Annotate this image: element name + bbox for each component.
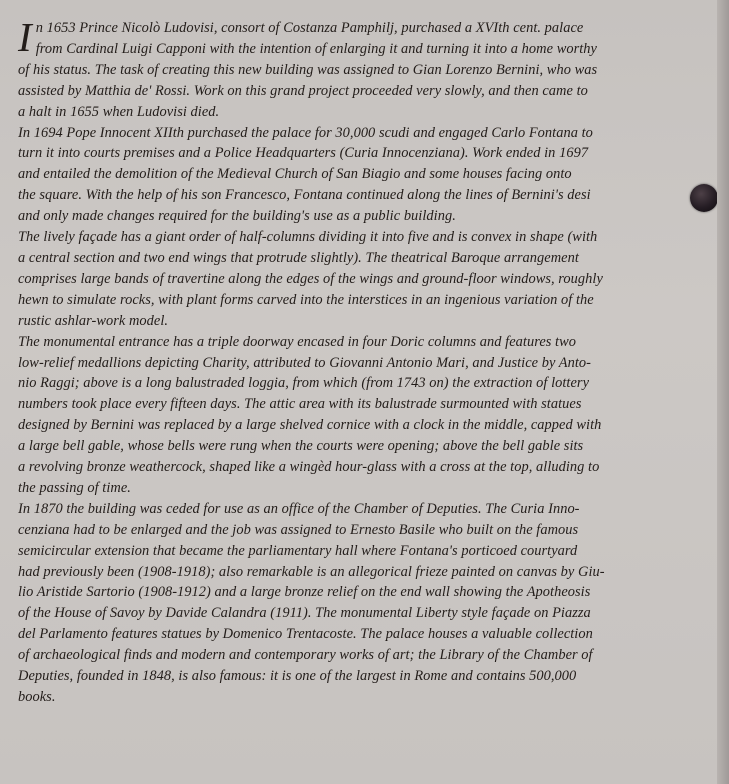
text-line: lio Aristide Sartorio (1908-1912) and a large bronze relief on the end wall showing the Apotheosis	[18, 584, 591, 601]
drop-cap: I	[18, 14, 32, 60]
text-line: a central section and two end wings that protrude slightly). The theatrical Baroque arrangement	[18, 249, 579, 266]
text-line: del Parlamento features statues by Domenico Trentacoste. The palace houses a valuable collection	[18, 626, 593, 643]
text-line: assisted by Matthia de' Rossi. Work on this grand project proceeded very slowly, and then came to	[18, 82, 588, 99]
text-line: the square. With the help of his son Francesco, Fontana continued along the lines of Bernini's desi	[18, 187, 591, 204]
text-line: from Cardinal Luigi Capponi with the intention of enlarging it and turning it into a home worthy	[35, 40, 597, 57]
plaque-text	[18, 14, 708, 708]
text-line: turn it into courts premises and a Police Headquarters (Curia Innocenziana). Work ended in 1697	[18, 145, 589, 162]
text-line: The lively façade has a giant order of half-columns dividing it into five and is convex in shape (with	[18, 229, 598, 246]
paragraph-3	[18, 227, 708, 332]
text-line: had previously been (1908-1918); also remarkable is an allegorical frieze painted on canvas by Giu-	[18, 563, 605, 580]
text-line: rustic ashlar-work model.	[18, 312, 169, 329]
text-line: and only made changes required for the building's use as a public building.	[18, 208, 456, 225]
text-line: of his status. The task of creating this new building was assigned to Gian Lorenzo Bernini, who was	[18, 61, 598, 78]
text-line: The monumental entrance has a triple doorway encased in four Doric columns and features two	[18, 333, 576, 350]
text-line: comprises large bands of travertine along the edges of the wings and ground-floor windows, roughly	[18, 270, 603, 287]
mounting-screw	[690, 184, 718, 212]
text-line: In 1870 the building was ceded for use as an office of the Chamber of Deputies. The Curia Inno-	[18, 500, 580, 517]
text-line: semicircular extension that became the parliamentary hall where Fontana's porticoed courtyard	[18, 542, 578, 559]
text-line: designed by Bernini was replaced by a large shelved cornice with a clock in the middle, capped with	[18, 417, 602, 434]
paragraph-4	[18, 332, 708, 499]
text-line: of archaeological finds and modern and contemporary works of art; the Library of the Chamber of	[18, 647, 593, 664]
text-line: cenziana had to be enlarged and the job was assigned to Ernesto Basile who built on the famous	[18, 521, 579, 538]
text-line: Deputies, founded in 1848, is also famous: it is one of the largest in Rome and contains 500,000	[18, 668, 577, 685]
text-line: of the House of Savoy by Davide Calandra (1911). The monumental Liberty style façade on Piazza	[18, 605, 591, 622]
paragraph-1	[18, 14, 708, 123]
text-line: hewn to simulate rocks, with plant forms carved into the interstices in an ingenious variation of the	[18, 291, 594, 308]
text-line: numbers took place every fifteen days. The attic area with its balustrade surmounted with statues	[18, 396, 582, 413]
text-line: the passing of time.	[18, 479, 131, 496]
text-line: a halt in 1655 when Ludovisi died.	[18, 103, 220, 120]
plaque-edge	[717, 0, 729, 784]
text-line: n 1653 Prince Nicolò Ludovisi, consort of Costanza Pamphilj, purchased a XVIth cent. palace	[35, 20, 584, 36]
text-line: In 1694 Pope Innocent XIIth purchased the palace for 30,000 scudi and engaged Carlo Fontana to	[18, 124, 593, 141]
text-line: books.	[18, 689, 56, 705]
text-line: low-relief medallions depicting Charity, attributed to Giovanni Antonio Mari, and Justice by Anto-	[18, 354, 592, 371]
text-line: and entailed the demolition of the Medieval Church of San Biagio and some houses facing onto	[18, 166, 572, 183]
paragraph-2	[18, 123, 708, 228]
paragraph-5	[18, 499, 708, 708]
text-line: nio Raggi; above is a long balustraded loggia, from which (from 1743 on) the extraction of lottery	[18, 375, 590, 392]
text-line: a large bell gable, whose bells were rung when the courts were opening; above the bell gable sits	[18, 438, 584, 455]
text-line: a revolving bronze weathercock, shaped like a wingèd hour-glass with a cross at the top, alluding to	[18, 459, 600, 476]
